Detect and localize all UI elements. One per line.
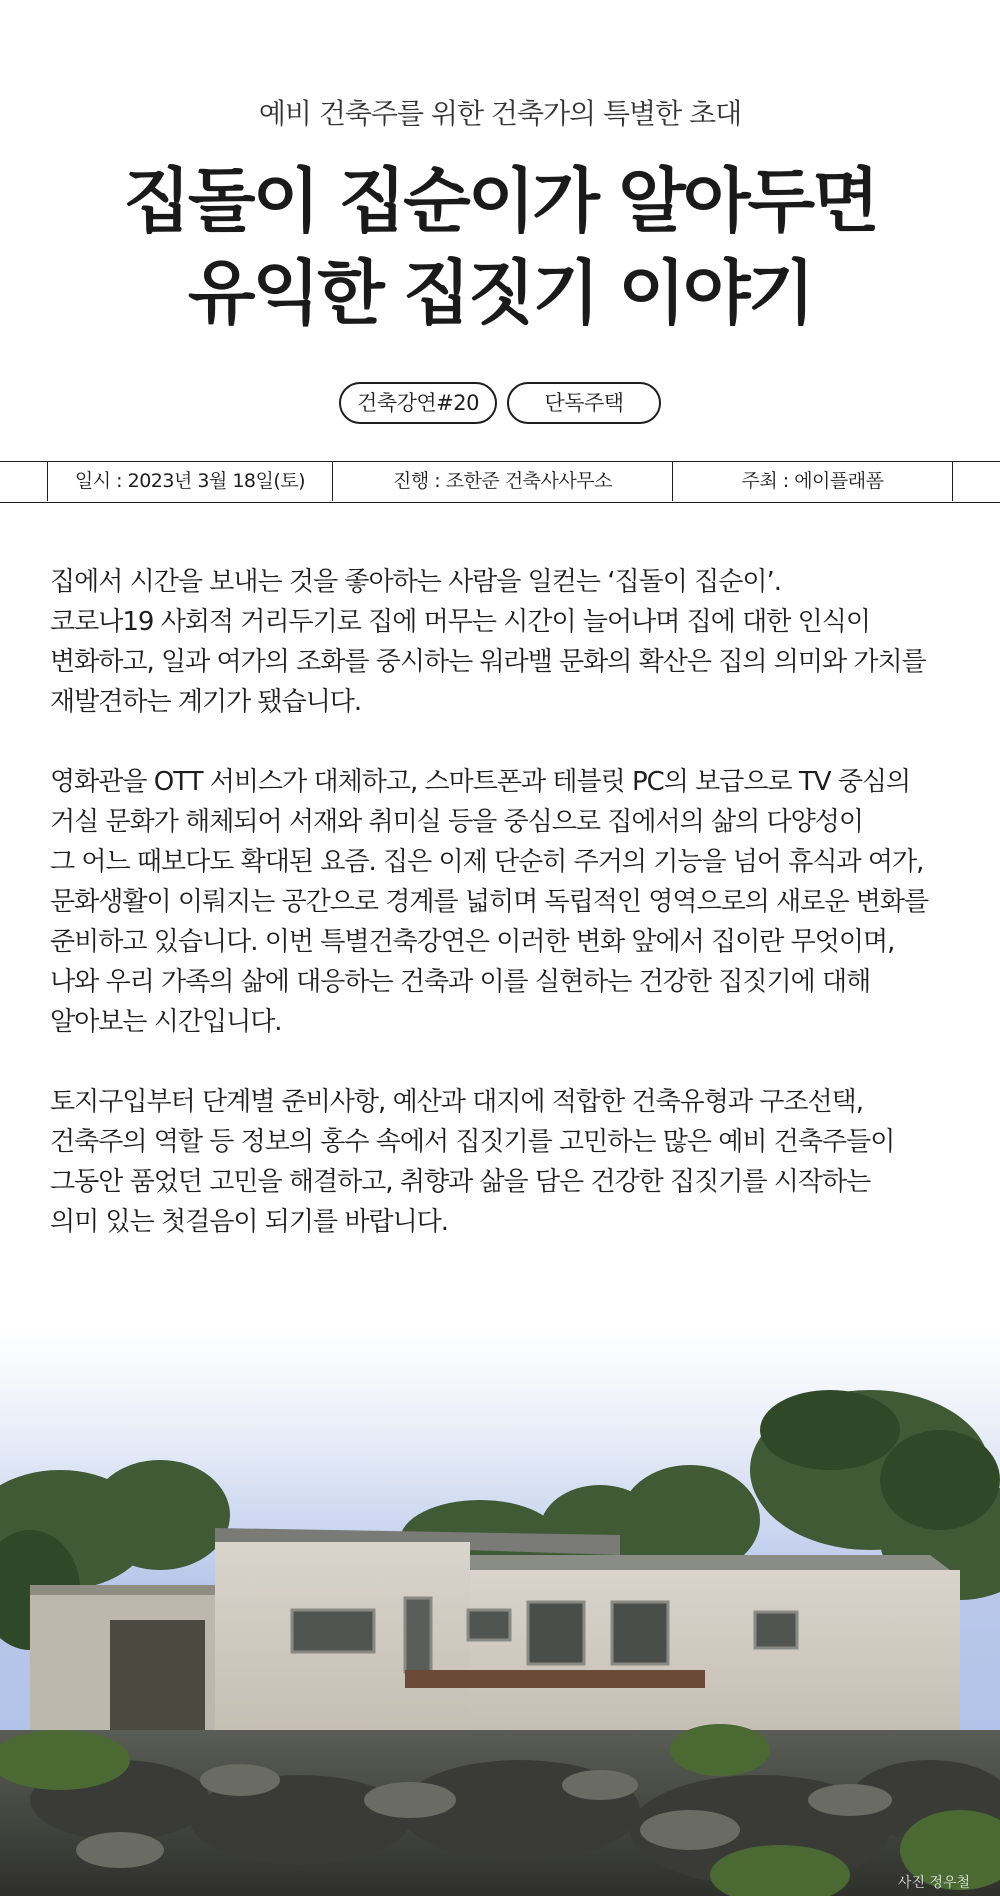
paragraph	[50, 1082, 960, 1242]
text-line: 재발견하는 계기가 됐습니다.	[50, 687, 362, 717]
text-line: 의미 있는 첫걸음이 되기를 바랍니다.	[50, 1207, 449, 1237]
intro-text	[50, 562, 960, 1282]
text-line: 영화관을 OTT 서비스가 대체하고, 스마트폰과 테블릿 PC의 보급으로 TV 중심의	[50, 767, 911, 797]
title-line-1: 집돌이 집순이가 알아두면	[123, 160, 877, 242]
text-line: 준비하고 있습니다. 이번 특별건축강연은 이러한 변화 앞에서 집이란 무엇이며,	[50, 927, 895, 957]
info-bar-divider	[952, 462, 953, 501]
event-info-bar	[0, 461, 1000, 503]
text-line: 그동안 품었던 고민을 해결하고, 취향과 삶을 담은 건강한 집짓기를 시작하는	[50, 1167, 871, 1197]
event-host: 진행 : 조한준 건축사사무소	[332, 462, 672, 501]
event-subtitle: 예비 건축주를 위한 건축가의 특별한 초대	[258, 97, 742, 130]
text-line: 그 어느 때보다도 확대된 요즘. 집은 이제 단순히 주거의 기능을 넘어 휴식과 여가,	[50, 847, 924, 877]
photo-credit: 사진 정우철	[897, 1875, 970, 1891]
text-line: 집에서 시간을 보내는 것을 좋아하는 사람을 일컫는 ‘집돌이 집순이’.	[50, 567, 782, 597]
text-line: 문화생활이 이뤄지는 공간으로 경계를 넓히며 독립적인 영역으로의 새로운 변화를	[50, 887, 929, 917]
event-organizer: 주최 : 에이플래폼	[672, 462, 952, 501]
text-line: 변화하고, 일과 여가의 조화를 중시하는 워라밸 문화의 확산은 집의 의미와 가치를	[50, 647, 926, 677]
text-line: 나와 우리 가족의 삶에 대응하는 건축과 이를 실현하는 건강한 집짓기에 대해	[50, 967, 871, 997]
text-line: 거실 문화가 해체되어 서재와 취미실 등을 중심으로 집에서의 삶의 다양성이	[50, 807, 863, 837]
text-line: 알아보는 시간입니다.	[50, 1007, 282, 1037]
paragraph	[50, 562, 960, 722]
paragraph	[50, 762, 960, 1042]
text-line: 건축주의 역할 등 정보의 홍수 속에서 집짓기를 고민하는 많은 예비 건축주들이	[50, 1127, 895, 1157]
house-photo	[0, 1330, 1000, 1896]
tag-lecture: 건축강연#20	[339, 382, 497, 424]
text-line: 토지구입부터 단계별 준비사항, 예산과 대지에 적합한 건축유형과 구조선택,	[50, 1087, 863, 1117]
text-line: 코로나19 사회적 거리두기로 집에 머무는 시간이 늘어나며 집에 대한 인식이	[50, 607, 870, 637]
event-title	[0, 155, 1000, 339]
tag-house-type: 단독주택	[507, 382, 661, 424]
tag-list	[0, 382, 1000, 424]
title-line-2: 유익한 집짓기 이야기	[187, 252, 813, 334]
event-date: 일시 : 2023년 3월 18일(토)	[47, 462, 332, 501]
